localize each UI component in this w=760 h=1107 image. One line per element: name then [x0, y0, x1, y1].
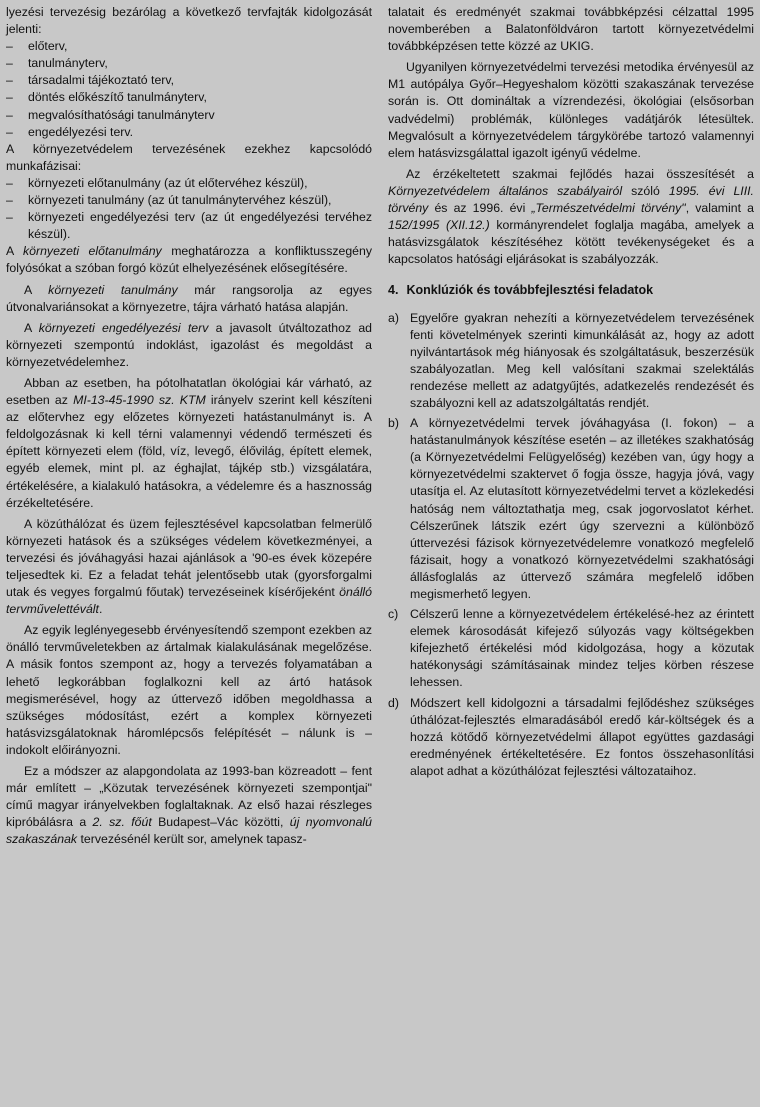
paragraph: A közúthálózat és üzem fejlesztésével kapcsolatban felmerülő környezeti hatások és a szükséges védelem következményei, a tervezési és jóváhagyási hazai ajánlások a '90-es évek közepére teljesedtek ki. Ez a feladat tehát jelentősebb utak (gyorsforgalmi utak és vegyes forgalmú főutak) tervezéseinek kísérőjeként önálló tervművelettévált.	[6, 516, 372, 617]
item-text: A környezetvédelmi tervek jóváhagyása (I. fokon) – a hatástanulmányok készítése esetén – az illetékes szakhatóság (a Környezetvédelmi Felügyelőség) kezében van, úgy hogy a környezetvédelmi szaktervet ő fogja össze, hagyja jóvá, vagy utasítja el. Az elutasított környezetvédelmi tervet a közlekedési hatóság nem változtathatja meg, csak jogorvoslatot kérhet. Célszerűnek látszik ezért úgy szervezni a különböző úttervezési fázisok környezetvédelemre vonatkozó megfelelő fázisait, hogy a vonatkozó környezetvédelmi szakhatósági állásfoglalás az úttervező számára megfelelő időben megismerhető legyen.	[410, 416, 754, 601]
list-item: – környezeti tanulmány (az út tanulmánytervéhez készül),	[6, 192, 372, 209]
paragraph: A környezetvédelem tervezésének ezekhez kapcsolódó munkafázisai:	[6, 141, 372, 173]
list-item: – engedélyezési terv.	[6, 124, 372, 141]
work-phase-list	[6, 175, 372, 243]
item-marker: b)	[388, 416, 399, 431]
left-column	[6, 4, 372, 1107]
list-item	[388, 695, 754, 780]
paragraph: Ez a módszer az alapgondolata az 1993-ban közreadott – fent már említett – „Közutak tervezésének környezeti szempontjai" című magyar irányelvekben foglaltaknak. Az első hazai részleges kipróbálásra a 2. sz. főút Budapest–Vác közötti, új nyomvonalú szakaszának tervezésénél került sor, amelynek tapasz-	[6, 764, 372, 847]
list-item: – társadalmi tájékoztató terv,	[6, 72, 372, 89]
list-item: – környezeti engedélyezési terv (az út engedélyezési tervéhez készül).	[6, 209, 372, 243]
paragraph: Ugyanilyen környezetvédelmi tervezési metodika érvényesül az M1 autópálya Győr–Hegyeshalom közötti szakaszának tervezése során is. Ott domináltak a vízrendezési, ökológiai (elsősorban vadvédelmi) problémák, különleges vadátjárók létesültek. Megvalósult a környezetvédelem tárgykörébe tartozó valamennyi elem hatásvizsgálattal igazolt igényű védelme.	[388, 60, 754, 160]
section-title: Konklúziók és továbbfejlesztési feladatok	[406, 283, 654, 298]
intro-paragraph: lyezési tervezésig bezárólag a következő tervfajták kidolgozását jelenti:	[6, 5, 372, 37]
paragraph: Abban az esetben, ha pótolhatatlan ökológiai kár várható, az esetben az MI-13-45-1990 sz. KTM irányelv szerint kell készíteni az előtervhez egy előzetes környezeti hatástanulmányt is. A feldolgozásnak ki kell térni valamennyi védendő természeti és épített környezeti elem (föld, víz, levegő, élővilág, épített elemek, egyéb elemek, mint pl. az éghajlat, tájkép stb.) vizsgálatára, értékelésére, a kialakuló hatásokra, a védelemre és a hasznosság érzékeltetésére.	[6, 375, 372, 510]
list-item: – döntés előkészítő tanulmányterv,	[6, 89, 372, 106]
paragraph: A környezeti tanulmány már rangsorolja az egyes útvonalvariánsokat a környezetre, tájra várható hatása alapján.	[6, 282, 372, 314]
paragraph: A környezeti engedélyezési terv a javasolt útváltozathoz ad környezeti szempontú indoklást, igazolást és megoldást a környezetvédelemhez.	[6, 320, 373, 369]
list-item: – környezeti előtanulmány (az út előtervéhez készül),	[6, 175, 372, 192]
plan-type-list	[6, 38, 372, 141]
paragraph: Az érzékeltetett szakmai fejlődés hazai összesítését a Környezetvédelem általános szabályairól szóló 1995. évi LIII. törvény és az 1996. évi „Természetvédelmi törvény", valamint a 152/1995 (XII.12.) kormányrendelet foglalja magába, amelyek a hatásvizsgálatok készítéséhez kötött tevékenységeket és a kapcsolatos hatósági eljárásokat is szabályozzák.	[388, 166, 754, 267]
item-text: Módszert kell kidolgozni a társadalmi fejlődéshez szükséges úthálózat-fejlesztés elmaradásából eredő kár-költségek és a hozzá kötődő környezetvédelmi állapot együttes gazdasági eredményének értékeltetésére. Ez fontos összehasonlítási alapot adhat a közúthálózat fejlesztési változataihoz.	[410, 695, 754, 778]
item-text: Egyelőre gyakran nehezíti a környezetvédelem tervezésének fenti követelmények szerinti kimunkálását az, hogy az adott nyilvántartások még hiányosak és szolgáltatásuk, beszerzésük szabályozatlan. Meg kell valósítani szakmai szelektálás rendezése mellett az adatgyűjtés, adatkezelés rendezését és szabályozni kell az adatszolgáltatás rendjét.	[410, 310, 754, 410]
item-marker: a)	[388, 310, 399, 325]
list-item	[388, 310, 754, 413]
paragraph: Az egyik leglényegesebb érvényesítendő szempont ezekben az önálló tervműveletekben az ártalmak kialakulásának megelőzése. A másik fontos szempont az, hogy a tervezés folyamatában a lehető legkorábban foglalkozni kell az ártó hatások megismerésével, hogy az úttervező időben megoldhassa a szükséges módosítást, ezért a komplex környezeti hatásvizsgálatoknak háromlépcsős felépítését – nálunk is – indokolt előirányozni.	[6, 623, 372, 757]
item-text: Célszerű lenne a környezetvédelem értékelésé-hez az érintett elemek károsodását kifejező súlyozás vagy költségekben kifejezhető értékelési mód kidolgozása, hogy a közutak hatékonysági számításainak mindez teljes körben részese lehessen.	[410, 607, 754, 690]
list-item: – megvalósíthatósági tanulmányterv	[6, 107, 372, 124]
section-number: 4.	[388, 283, 399, 298]
list-item: – tanulmányterv,	[6, 55, 372, 72]
section-heading	[388, 282, 754, 299]
conclusion-list	[388, 310, 754, 781]
list-item	[388, 606, 754, 691]
paragraph: A környezeti előtanulmány meghatározza a konfliktusszegény folyósókat a szóban forgó közút elhelyezésének elősegítésére.	[6, 244, 372, 276]
list-item	[388, 415, 754, 603]
right-column	[388, 4, 754, 1107]
list-item: – előterv,	[6, 38, 372, 55]
item-marker: d)	[388, 695, 399, 710]
paragraph: talatait és eredményét szakmai továbbképzési célzattal 1995 novemberében a Balatonföldváron tartott környezetvédelmi továbbképzésen tette közzé az UKIG.	[388, 5, 754, 54]
item-marker: c)	[388, 607, 399, 622]
